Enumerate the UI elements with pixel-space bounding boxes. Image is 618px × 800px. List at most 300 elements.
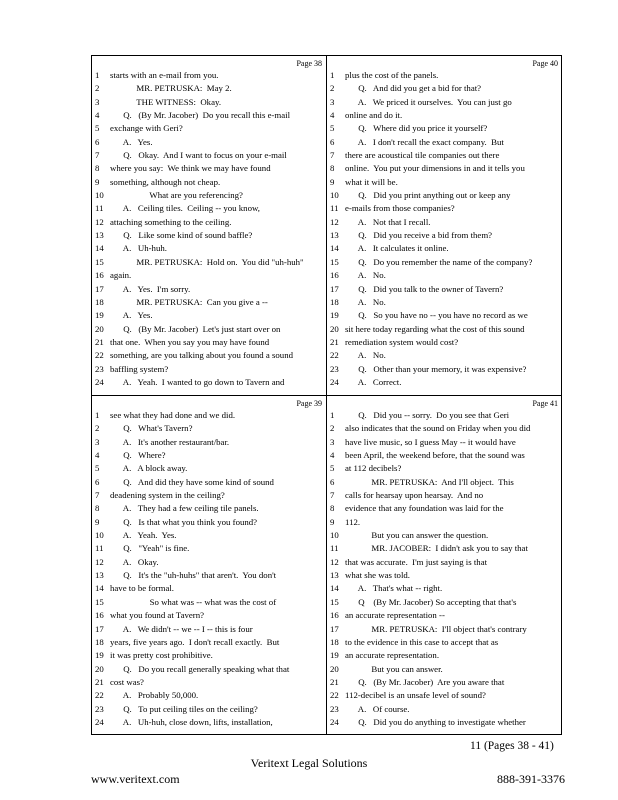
transcript-line xyxy=(327,689,562,702)
line-text: A. I don't recall the exact company. But xyxy=(345,136,504,147)
line-number: 18 xyxy=(330,636,339,647)
line-number: 15 xyxy=(95,256,104,267)
line-text: A. Ceiling tiles. Ceiling -- you know, xyxy=(110,203,260,214)
line-text: Q. It's the "uh-huhs" that aren't. You don't xyxy=(110,570,277,581)
line-number: 24 xyxy=(330,716,339,727)
line-text: been April, the weekend before, that the sound was xyxy=(345,450,525,461)
line-text: A. Not that I recall. xyxy=(345,216,431,227)
line-text: A. A block away. xyxy=(110,463,188,474)
line-text: MR. PETRUSKA: Hold on. You did "uh-huh" xyxy=(110,256,304,267)
transcript-line xyxy=(327,162,562,175)
page-range-summary: 11 (Pages 38 - 41) xyxy=(470,740,554,752)
transcript-line xyxy=(327,703,562,716)
transcript-line xyxy=(327,176,562,189)
line-text: A. Uh-huh. xyxy=(110,243,167,254)
phone-number: 888-391-3376 xyxy=(497,772,565,786)
line-number: 9 xyxy=(330,516,335,527)
line-text: again. xyxy=(110,270,132,281)
transcript-line xyxy=(92,96,326,109)
website-text: www.veritext.com xyxy=(91,772,180,786)
line-text: online and do it. xyxy=(345,110,403,121)
line-number: 22 xyxy=(95,350,104,361)
line-number: 16 xyxy=(95,270,104,281)
transcript-grid xyxy=(91,55,562,735)
transcript-line xyxy=(327,542,562,555)
line-number: 11 xyxy=(95,203,104,214)
line-text: A. They had a few ceiling tile panels. xyxy=(110,503,259,514)
line-text: Q. Where? xyxy=(110,450,166,461)
line-number: 9 xyxy=(330,176,335,187)
transcript-line xyxy=(327,462,562,475)
line-number: 2 xyxy=(95,83,100,94)
line-text: Q. So you have no -- you have no record as we xyxy=(345,310,528,321)
line-number: 1 xyxy=(330,410,335,420)
line-text: Q. Did you -- sorry. Do you see that Geri xyxy=(345,410,510,420)
line-number: 19 xyxy=(330,310,339,321)
line-text: Q. Is that what you think you found? xyxy=(110,516,258,527)
line-number: 5 xyxy=(95,123,100,134)
transcript-line xyxy=(327,596,562,609)
line-text: have to be formal. xyxy=(110,583,174,594)
page-label: Page 40 xyxy=(532,59,558,68)
line-text: A. Okay. xyxy=(110,556,159,567)
line-text: THE WITNESS: Okay. xyxy=(110,96,222,107)
line-number: 12 xyxy=(330,216,339,227)
line-text: Q. (By Mr. Jacober) Are you aware that xyxy=(345,676,505,687)
line-text: attaching something to the ceiling. xyxy=(110,216,232,227)
line-text: Q. Did you talk to the owner of Tavern? xyxy=(345,283,504,294)
transcript-line xyxy=(92,489,326,502)
line-number: 20 xyxy=(95,663,104,674)
line-text: what it will be. xyxy=(345,176,398,187)
transcript-line xyxy=(327,529,562,542)
transcript-line xyxy=(92,309,326,322)
transcript-line xyxy=(327,609,562,622)
line-number: 21 xyxy=(330,676,339,687)
line-number: 5 xyxy=(330,123,335,134)
transcript-line xyxy=(327,336,562,349)
line-text: Q. (By Mr. Jacober) Do you recall this e-mail xyxy=(110,110,291,121)
transcript-line xyxy=(92,189,326,202)
line-number: 16 xyxy=(330,610,339,621)
line-number: 11 xyxy=(330,543,339,554)
transcript-line xyxy=(92,476,326,489)
line-text: A. No. xyxy=(345,270,386,281)
line-text: see what they had done and we did. xyxy=(110,410,236,420)
line-number: 3 xyxy=(330,436,335,447)
line-number: 4 xyxy=(330,450,335,461)
transcript-line xyxy=(92,449,326,462)
line-text: MR. PETRUSKA: I'll object that's contrary xyxy=(345,623,527,634)
line-text: So what was -- what was the cost of xyxy=(110,596,277,607)
transcript-line xyxy=(92,269,326,282)
line-number: 22 xyxy=(95,690,104,701)
page-38-panel xyxy=(92,56,326,395)
line-number: 18 xyxy=(330,296,339,307)
transcript-line xyxy=(92,82,326,95)
line-number: 1 xyxy=(330,70,335,80)
transcript-line xyxy=(327,676,562,689)
transcript-line xyxy=(327,242,562,255)
line-text: Q. (By Mr. Jacober) Let's just start over on xyxy=(110,323,281,334)
transcript-line xyxy=(327,623,562,636)
line-text: Q. Did you receive a bid from them? xyxy=(345,230,493,241)
transcript-line xyxy=(327,409,562,422)
line-number: 18 xyxy=(95,636,104,647)
transcript-line xyxy=(327,283,562,296)
line-text: Q. To put ceiling tiles on the ceiling? xyxy=(110,703,258,714)
line-text: A. Yeah. I wanted to go down to Tavern and xyxy=(110,376,285,387)
line-text: 112-decibel is an unsafe level of sound? xyxy=(345,690,486,701)
line-number: 13 xyxy=(330,570,339,581)
page-label: Page 39 xyxy=(296,399,322,408)
line-text: at 112 decibels? xyxy=(345,463,402,474)
line-number: 12 xyxy=(95,216,104,227)
line-number: 10 xyxy=(330,530,339,541)
transcript-line xyxy=(92,376,326,389)
transcript-line xyxy=(327,229,562,242)
transcript-line xyxy=(92,202,326,215)
line-number: 19 xyxy=(330,650,339,661)
line-text: A. We priced it ourselves. You can just go xyxy=(345,96,512,107)
line-number: 16 xyxy=(95,610,104,621)
line-number: 13 xyxy=(330,230,339,241)
line-number: 13 xyxy=(95,230,104,241)
transcript-line xyxy=(92,109,326,122)
line-text: Q. And did they have some kind of sound xyxy=(110,476,274,487)
line-text: A. It calculates it online. xyxy=(345,243,449,254)
line-number: 4 xyxy=(95,110,100,121)
line-text: A. No. xyxy=(345,350,386,361)
transcript-line xyxy=(92,336,326,349)
line-number: 14 xyxy=(330,243,339,254)
line-number: 19 xyxy=(95,650,104,661)
line-number: 18 xyxy=(95,296,104,307)
page-40-panel xyxy=(327,56,562,395)
line-number: 7 xyxy=(95,150,100,161)
line-number: 14 xyxy=(95,583,104,594)
transcript-line xyxy=(92,703,326,716)
line-text: that was accurate. I'm just saying is that xyxy=(345,556,488,567)
transcript-line xyxy=(92,556,326,569)
line-number: 3 xyxy=(330,96,335,107)
transcript-line xyxy=(327,476,562,489)
transcript-lines xyxy=(92,409,326,729)
transcript-line xyxy=(92,176,326,189)
line-text: MR. PETRUSKA: Can you give a -- xyxy=(110,296,268,307)
line-number: 10 xyxy=(95,530,104,541)
transcript-line xyxy=(327,296,562,309)
transcript-line xyxy=(327,569,562,582)
line-text: it was pretty cost prohibitive. xyxy=(110,650,213,661)
line-number: 15 xyxy=(330,596,339,607)
line-text: an accurate representation. xyxy=(345,650,440,661)
line-number: 16 xyxy=(330,270,339,281)
line-text: Q. Do you recall generally speaking what that xyxy=(110,663,290,674)
line-number: 8 xyxy=(95,163,100,174)
line-text: Q. What's Tavern? xyxy=(110,423,193,434)
line-text: to the evidence in this case to accept that as xyxy=(345,636,499,647)
line-text: online. You put your dimensions in and it tells you xyxy=(345,163,525,174)
line-text: something, although not cheap. xyxy=(110,176,221,187)
transcript-line xyxy=(92,582,326,595)
line-number: 11 xyxy=(330,203,339,214)
line-text: calls for hearsay upon hearsay. And no xyxy=(345,490,484,501)
line-number: 6 xyxy=(330,476,335,487)
transcript-line xyxy=(92,149,326,162)
line-text: starts with an e-mail from you. xyxy=(110,70,219,80)
transcript-line xyxy=(327,663,562,676)
line-text: But you can answer. xyxy=(345,663,443,674)
transcript-line xyxy=(92,676,326,689)
line-number: 5 xyxy=(95,463,100,474)
transcript-line xyxy=(327,436,562,449)
transcript-line xyxy=(92,529,326,542)
line-text: Q. And did you get a bid for that? xyxy=(345,83,482,94)
line-number: 24 xyxy=(95,376,104,387)
transcript-line xyxy=(92,229,326,242)
transcript-line xyxy=(92,256,326,269)
transcript-line xyxy=(92,542,326,555)
transcript-line xyxy=(92,516,326,529)
transcript-line xyxy=(327,363,562,376)
transcript-line xyxy=(327,269,562,282)
line-text: cost was? xyxy=(110,676,144,687)
transcript-line xyxy=(327,82,562,95)
line-text: deadening system in the ceiling? xyxy=(110,490,225,501)
transcript-line xyxy=(327,109,562,122)
line-text: remediation system would cost? xyxy=(345,336,459,347)
line-number: 4 xyxy=(95,450,100,461)
transcript-line xyxy=(92,323,326,336)
line-text: there are acoustical tile companies out there xyxy=(345,150,500,161)
line-number: 19 xyxy=(95,310,104,321)
transcript-line xyxy=(92,283,326,296)
line-text: have live music, so I guess May -- it would have xyxy=(345,436,516,447)
line-text: sit here today regarding what the cost of this sound xyxy=(345,323,525,334)
transcript-line xyxy=(92,136,326,149)
transcript-line xyxy=(327,649,562,662)
transcript-line xyxy=(92,716,326,729)
line-text: A. We didn't -- we -- I -- this is four xyxy=(110,623,253,634)
transcript-line xyxy=(327,489,562,502)
line-text: also indicates that the sound on Friday when you did xyxy=(345,423,531,434)
line-text: Q. Other than your memory, it was expensive? xyxy=(345,363,527,374)
line-number: 17 xyxy=(95,283,104,294)
line-text: where you say: We think we may have found xyxy=(110,163,271,174)
line-number: 3 xyxy=(95,436,100,447)
line-number: 1 xyxy=(95,410,100,420)
page-39-panel xyxy=(92,396,326,735)
line-text: What are you referencing? xyxy=(110,190,243,201)
transcript-line xyxy=(327,309,562,322)
transcript-line xyxy=(327,582,562,595)
line-text: 112. xyxy=(345,516,361,527)
line-number: 23 xyxy=(330,703,339,714)
transcript-line xyxy=(327,349,562,362)
line-number: 14 xyxy=(330,583,339,594)
transcript-line xyxy=(327,69,562,82)
line-number: 5 xyxy=(330,463,335,474)
transcript-line xyxy=(327,216,562,229)
line-number: 12 xyxy=(95,556,104,567)
line-number: 17 xyxy=(330,283,339,294)
line-number: 20 xyxy=(330,663,339,674)
transcript-line xyxy=(327,189,562,202)
transcript-line xyxy=(327,716,562,729)
transcript-line xyxy=(92,216,326,229)
transcript-line xyxy=(327,202,562,215)
line-number: 2 xyxy=(330,423,335,434)
line-number: 22 xyxy=(330,690,339,701)
line-text: something, are you talking about you found a sound xyxy=(110,350,293,361)
line-number: 17 xyxy=(330,623,339,634)
line-number: 11 xyxy=(95,543,104,554)
line-text: baffling system? xyxy=(110,363,169,374)
transcript-line xyxy=(327,502,562,515)
transcript-line xyxy=(92,349,326,362)
line-number: 6 xyxy=(95,476,100,487)
transcript-line xyxy=(92,409,326,422)
line-text: exchange with Geri? xyxy=(110,123,183,134)
line-text: A. That's what -- right. xyxy=(345,583,443,594)
transcript-line xyxy=(92,363,326,376)
transcript-line xyxy=(92,569,326,582)
line-number: 13 xyxy=(95,570,104,581)
transcript-line xyxy=(327,122,562,135)
line-number: 8 xyxy=(95,503,100,514)
transcript-line xyxy=(327,376,562,389)
line-text: evidence that any foundation was laid for the xyxy=(345,503,504,514)
line-text: A. Yeah. Yes. xyxy=(110,530,177,541)
line-number: 24 xyxy=(330,376,339,387)
line-number: 9 xyxy=(95,516,100,527)
transcript-line xyxy=(327,636,562,649)
line-text: Q. Did you do anything to investigate whether xyxy=(345,716,526,727)
line-number: 8 xyxy=(330,503,335,514)
page-label: Page 41 xyxy=(532,399,558,408)
line-text: what you found at Tavern? xyxy=(110,610,205,621)
line-text: Q. Do you remember the name of the company? xyxy=(345,256,533,267)
line-number: 2 xyxy=(95,423,100,434)
line-text: A. Of course. xyxy=(345,703,410,714)
line-number: 6 xyxy=(330,136,335,147)
line-number: 15 xyxy=(330,256,339,267)
transcript-line xyxy=(327,96,562,109)
line-number: 23 xyxy=(330,363,339,374)
transcript-line xyxy=(92,502,326,515)
line-number: 8 xyxy=(330,163,335,174)
transcript-line xyxy=(92,689,326,702)
line-text: years, five years ago. I don't recall exactly. But xyxy=(110,636,280,647)
line-text: A. No. xyxy=(345,296,386,307)
line-number: 10 xyxy=(330,190,339,201)
line-number: 6 xyxy=(95,136,100,147)
line-text: what she was told. xyxy=(345,570,410,581)
line-number: 23 xyxy=(95,363,104,374)
line-number: 20 xyxy=(330,323,339,334)
line-text: an accurate representation -- xyxy=(345,610,445,621)
transcript-line xyxy=(92,596,326,609)
line-text: Q (By Mr. Jacober) So accepting that that's xyxy=(345,596,517,607)
line-text: MR. JACOBER: I didn't ask you to say that xyxy=(345,543,528,554)
transcript-line xyxy=(92,436,326,449)
line-number: 21 xyxy=(330,336,339,347)
line-text: Q. "Yeah" is fine. xyxy=(110,543,190,554)
line-number: 7 xyxy=(330,490,335,501)
transcript-lines xyxy=(327,409,562,729)
line-number: 9 xyxy=(95,176,100,187)
transcript-line xyxy=(327,516,562,529)
transcript-line xyxy=(327,556,562,569)
line-number: 7 xyxy=(330,150,335,161)
transcript-line xyxy=(327,449,562,462)
line-text: A. It's another restaurant/bar. xyxy=(110,436,230,447)
line-number: 3 xyxy=(95,96,100,107)
transcript-line xyxy=(92,623,326,636)
line-text: A. Yes. I'm sorry. xyxy=(110,283,191,294)
line-text: A. Yes. xyxy=(110,310,153,321)
transcript-line xyxy=(327,149,562,162)
line-text: MR. PETRUSKA: And I'll object. This xyxy=(345,476,514,487)
transcript-line xyxy=(92,663,326,676)
transcript-line xyxy=(92,462,326,475)
line-number: 1 xyxy=(95,70,100,80)
line-number: 17 xyxy=(95,623,104,634)
line-number: 20 xyxy=(95,323,104,334)
line-number: 12 xyxy=(330,556,339,567)
page-label: Page 38 xyxy=(296,59,322,68)
line-text: plus the cost of the panels. xyxy=(345,70,439,80)
transcript-line xyxy=(327,323,562,336)
line-number: 15 xyxy=(95,596,104,607)
line-text: A. Yes. xyxy=(110,136,153,147)
transcript-line xyxy=(327,136,562,149)
line-number: 14 xyxy=(95,243,104,254)
line-text: MR. PETRUSKA: May 2. xyxy=(110,83,232,94)
line-text: e-mails from those companies? xyxy=(345,203,455,214)
transcript-line xyxy=(92,422,326,435)
line-text: Q. Okay. And I want to focus on your e-mail xyxy=(110,150,287,161)
page-41-panel xyxy=(327,396,562,735)
line-text: Q. Like some kind of sound baffle? xyxy=(110,230,253,241)
transcript-line xyxy=(92,649,326,662)
transcript-line xyxy=(92,122,326,135)
company-name: Veritext Legal Solutions xyxy=(250,756,368,770)
line-number: 22 xyxy=(330,350,339,361)
line-number: 4 xyxy=(330,110,335,121)
line-text: that one. When you say you may have found xyxy=(110,336,270,347)
transcript-line xyxy=(92,69,326,82)
line-number: 21 xyxy=(95,676,104,687)
line-text: A. Uh-huh, close down, lifts, installation, xyxy=(110,716,273,727)
transcript-line xyxy=(92,636,326,649)
transcript-line xyxy=(92,296,326,309)
line-text: A. Probably 50,000. xyxy=(110,690,199,701)
line-number: 7 xyxy=(95,490,100,501)
line-number: 24 xyxy=(95,716,104,727)
line-text: A. Correct. xyxy=(345,376,402,387)
transcript-line xyxy=(327,256,562,269)
line-text: Q. Did you print anything out or keep any xyxy=(345,190,511,201)
line-number: 2 xyxy=(330,83,335,94)
line-number: 21 xyxy=(95,336,104,347)
transcript-line xyxy=(92,162,326,175)
line-number: 10 xyxy=(95,190,104,201)
transcript-line xyxy=(92,609,326,622)
transcript-line xyxy=(92,242,326,255)
transcript-lines xyxy=(327,69,562,389)
